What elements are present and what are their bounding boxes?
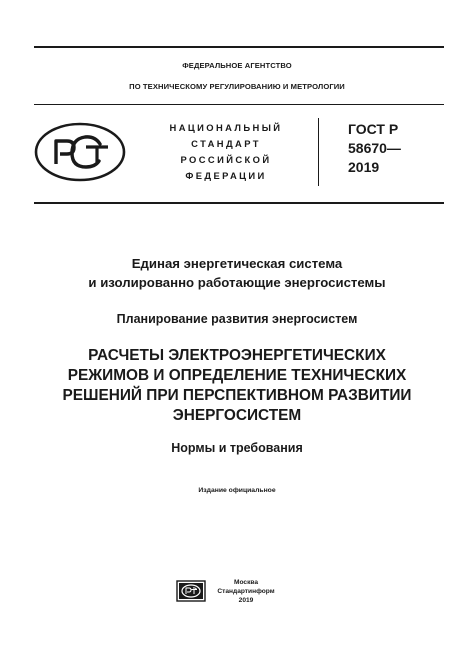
- publisher-year: 2019: [238, 597, 254, 604]
- norms-label: Нормы и требования: [171, 441, 303, 455]
- standartinform-logo-icon: [176, 580, 206, 602]
- standard-type-line-1: НАЦИОНАЛЬНЫЙ: [169, 122, 283, 133]
- subtitle-line-1: Единая энергетическая система: [131, 256, 343, 271]
- agency-rule: [34, 104, 444, 105]
- main-title-line-2: РЕЖИМОВ И ОПРЕДЕЛЕНИЕ ТЕХНИЧЕСКИХ: [67, 367, 407, 384]
- top-rule: [34, 46, 444, 48]
- gost-r-logo-icon: [34, 122, 126, 182]
- section-title: Планирование развития энергосистем: [116, 312, 358, 326]
- publisher-city: Москва: [233, 579, 259, 586]
- standard-type-line-3: РОССИЙСКОЙ: [180, 154, 272, 165]
- main-title-line-3: РЕШЕНИЙ ПРИ ПЕРСПЕКТИВНОМ РАЗВИТИИ: [62, 387, 412, 404]
- main-title-line-4: ЭНЕРГОСИСТЕМ: [172, 407, 302, 424]
- standard-type-line-2: СТАНДАРТ: [191, 138, 261, 149]
- header-rule: [34, 202, 444, 204]
- header-divider: [318, 118, 319, 186]
- standard-type-line-4: ФЕДЕРАЦИИ: [185, 170, 267, 181]
- agency-line-1: ФЕДЕРАЛЬНОЕ АГЕНТСТВО: [182, 61, 292, 70]
- subtitle-line-2: и изолированно работающие энергосистемы: [88, 275, 386, 290]
- designation-line-2: 58670—: [348, 140, 401, 156]
- main-title-line-1: РАСЧЕТЫ ЭЛЕКТРОЭНЕРГЕТИЧЕСКИХ: [88, 347, 386, 364]
- designation-line-1: ГОСТ Р: [348, 121, 399, 137]
- edition-label: Издание официальное: [198, 487, 276, 494]
- agency-line-2: ПО ТЕХНИЧЕСКОМУ РЕГУЛИРОВАНИЮ И МЕТРОЛОГИИ: [129, 82, 345, 91]
- designation-line-3: 2019: [348, 159, 380, 175]
- publisher-name: Стандартинформ: [217, 588, 275, 595]
